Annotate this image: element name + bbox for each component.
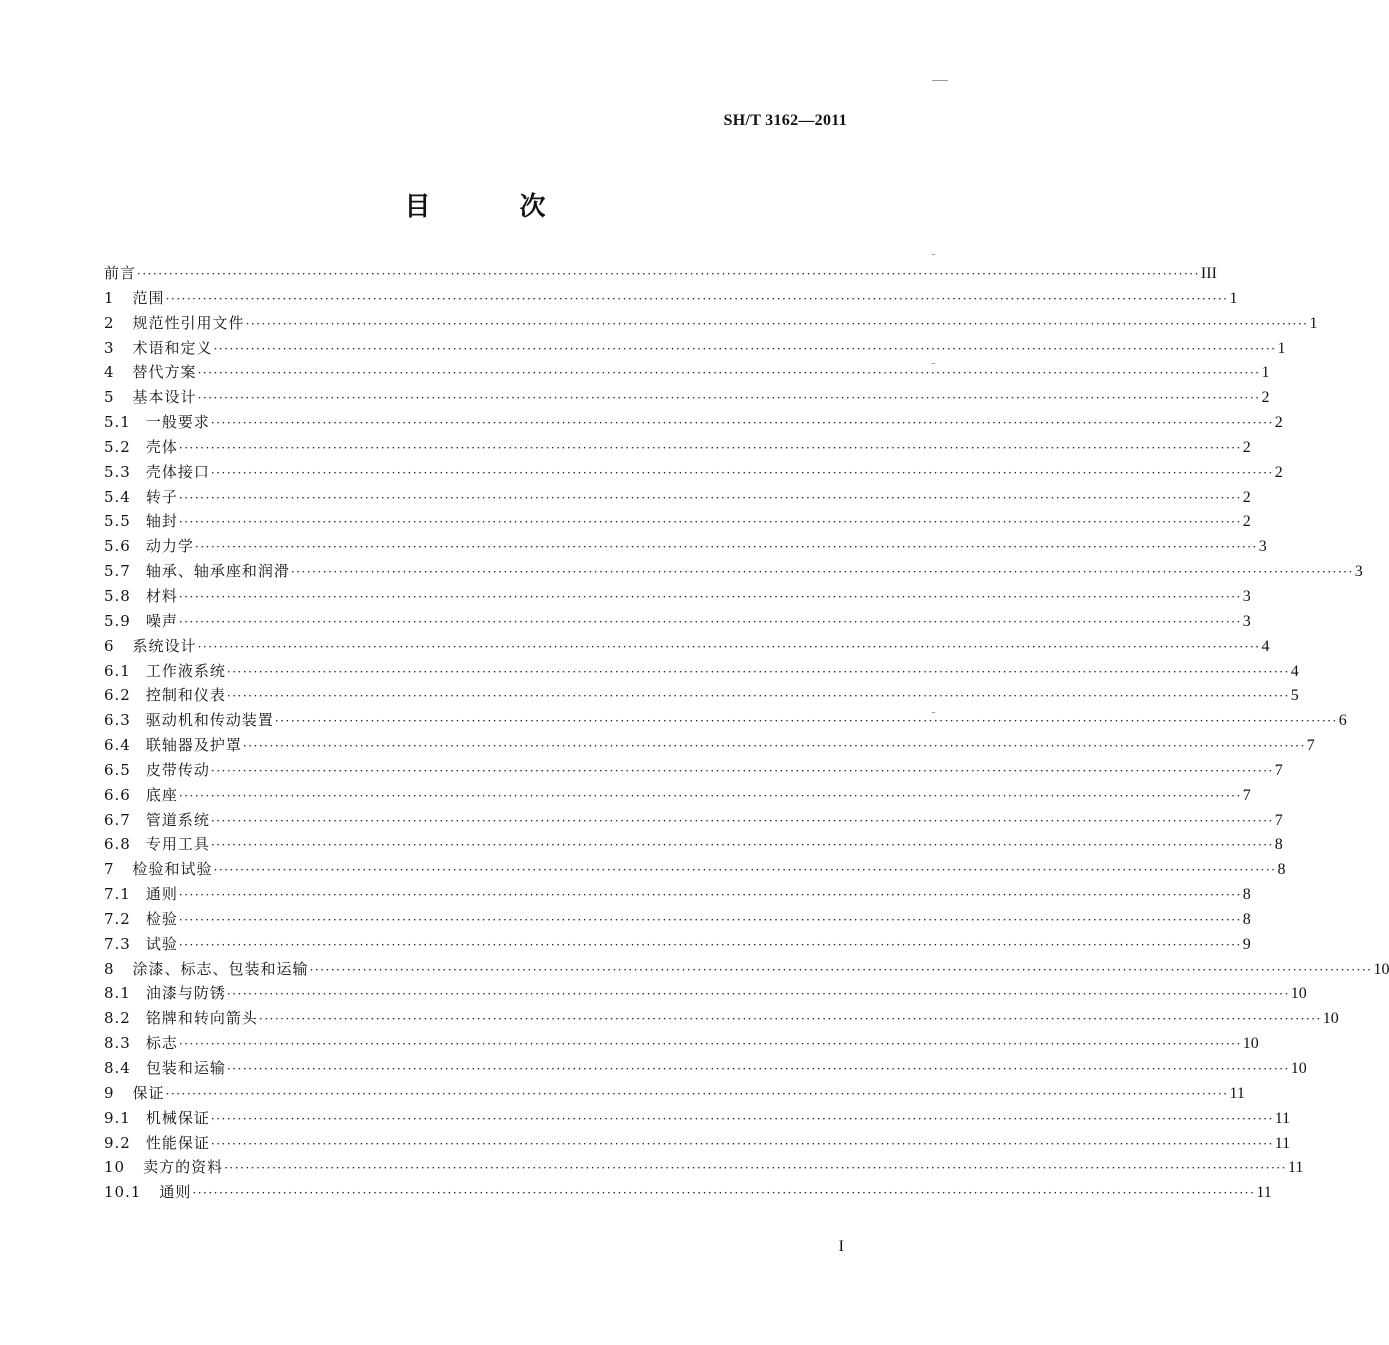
toc-entry[interactable] <box>104 336 1286 361</box>
toc-entry[interactable] <box>104 783 1251 808</box>
dot-leader: ········································································································································································································ <box>178 614 1242 629</box>
toc-entry-page: III <box>1200 265 1217 282</box>
dot-leader: ········································································································································································································ <box>178 912 1242 927</box>
toc-entry-page: 3 <box>1242 587 1251 605</box>
toc-entry-label: 控制和仪表 <box>145 686 226 705</box>
page-title: 目 次 <box>404 192 586 222</box>
toc-entry-number: 2 <box>104 313 115 332</box>
dot-leader: ········································································································································································································ <box>290 565 1354 580</box>
dot-leader: ········································································································································································································ <box>210 416 1274 431</box>
toc-entry-page: 9 <box>1242 935 1251 953</box>
toc-entry-label: 前言 <box>104 264 137 282</box>
toc-entry-page: 10 <box>1290 1060 1307 1077</box>
dot-leader: ········································································································································································································ <box>165 291 1229 306</box>
toc-entry-page: 11 <box>1274 1109 1291 1127</box>
toc-entry[interactable] <box>104 857 1286 882</box>
toc-entry-number: 6.6 <box>104 785 131 804</box>
toc-entry-label: 规范性引用文件 <box>132 313 245 332</box>
dot-leader: ········································································································································································································ <box>137 267 1200 281</box>
toc-entry-label: 通则 <box>159 1183 192 1202</box>
toc-entry[interactable] <box>104 534 1267 559</box>
toc-entry[interactable] <box>104 1131 1291 1156</box>
dot-leader: ········································································································································································································ <box>197 366 1261 381</box>
dot-leader: ········································································································································································································ <box>226 689 1290 704</box>
toc-entry-page: 11 <box>1274 1134 1291 1152</box>
toc-entry[interactable] <box>104 808 1283 833</box>
toc-entry-label: 工作液系统 <box>145 661 226 680</box>
toc-entry-number: 8 <box>104 959 115 978</box>
toc-entry-label: 机械保证 <box>145 1108 210 1127</box>
toc-entry-label: 基本设计 <box>132 388 197 407</box>
toc-entry[interactable] <box>104 733 1315 758</box>
dot-leader: ········································································································································································································ <box>178 490 1242 505</box>
toc-entry[interactable] <box>104 360 1270 385</box>
toc-entry-page: 7 <box>1274 761 1283 779</box>
toc-entry-page: 2 <box>1242 488 1251 506</box>
dot-leader: ········································································································································································································ <box>210 813 1274 828</box>
toc-entry-number: 5.3 <box>104 462 131 481</box>
dot-leader: ········································································································································································································ <box>192 1186 1256 1201</box>
toc-entry-page: 1 <box>1277 339 1286 357</box>
toc-entry-number: 1 <box>104 288 115 307</box>
toc-entry-label: 皮带传动 <box>145 760 210 779</box>
toc-entry-page: 8 <box>1277 861 1286 879</box>
toc-entry[interactable] <box>104 1155 1304 1180</box>
toc-entry-page: 4 <box>1290 662 1299 680</box>
toc-entry-label: 转子 <box>145 487 178 506</box>
toc-entry-number: 5.5 <box>104 512 131 531</box>
toc-entry[interactable] <box>104 659 1299 684</box>
toc-entry[interactable] <box>104 832 1283 857</box>
toc-entry[interactable] <box>104 981 1307 1006</box>
toc-entry-number: 6.3 <box>104 711 131 730</box>
toc-entry-page: 1 <box>1229 289 1238 307</box>
dot-leader: ········································································································································································································ <box>210 465 1274 480</box>
dot-leader: ········································································································································································································ <box>226 664 1290 679</box>
toc-entry-number: 5.6 <box>104 537 131 556</box>
dot-leader: ········································································································································································································ <box>178 515 1242 530</box>
toc-entry[interactable] <box>104 634 1270 659</box>
toc-entry-page: 7 <box>1306 737 1315 755</box>
toc-entry-label: 检验和试验 <box>132 860 213 879</box>
toc-entry-number: 9.1 <box>104 1108 131 1127</box>
toc-entry-label: 涂漆、标志、包装和运输 <box>132 959 309 978</box>
toc-entry[interactable] <box>104 410 1283 435</box>
dot-leader: ········································································································································································································ <box>178 788 1242 803</box>
toc-entry-label: 油漆与防锈 <box>145 984 226 1003</box>
toc-entry-page: 8 <box>1242 886 1251 904</box>
toc-entry[interactable] <box>104 1106 1291 1131</box>
dot-leader: ········································································································································································································ <box>258 1012 1322 1027</box>
toc-entry-page: 7 <box>1242 786 1251 804</box>
toc-entry-label: 试验 <box>145 934 178 953</box>
toc-entry-label: 检验 <box>145 909 178 928</box>
standard-code: SH/T 3162—2011 <box>723 112 847 129</box>
toc-entry[interactable] <box>104 1081 1245 1106</box>
toc-entry[interactable] <box>104 1006 1339 1031</box>
toc-entry[interactable] <box>104 907 1251 932</box>
toc-entry-number: 6.7 <box>104 810 131 829</box>
toc-entry-page: 11 <box>1256 1184 1272 1202</box>
toc-entry-page: 3 <box>1258 538 1267 556</box>
toc-entry-number: 5.1 <box>104 413 131 432</box>
toc-entry-number: 8.2 <box>104 1009 131 1028</box>
dot-leader: ········································································································································································································ <box>197 391 1261 406</box>
dot-leader: ········································································································································································································ <box>165 1086 1229 1101</box>
dot-leader: ········································································································································································································ <box>178 888 1242 903</box>
dot-leader: ········································································································································································································ <box>224 1161 1287 1176</box>
dot-leader: ········································································································································································································ <box>178 440 1242 455</box>
toc-entry-page: 2 <box>1242 438 1251 456</box>
toc-entry-label: 驱动机和传动装置 <box>145 711 274 730</box>
toc-entry-number: 8.3 <box>104 1034 131 1053</box>
toc-entry-number: 7 <box>104 860 115 879</box>
dot-leader: ········································································································································································································ <box>213 341 1277 356</box>
toc-entry-label: 管道系统 <box>145 810 210 829</box>
toc-entry-number: 4 <box>104 363 115 382</box>
toc-entry[interactable] <box>104 758 1283 783</box>
toc-entry-page: 2 <box>1261 389 1270 407</box>
toc-entry-number: 10.1 <box>104 1183 142 1202</box>
toc-entry[interactable] <box>104 882 1251 907</box>
toc-entry-page: 1 <box>1309 314 1318 332</box>
toc-entry-number: 3 <box>104 338 115 357</box>
toc-entry-label: 壳体 <box>145 437 178 456</box>
dot-leader: ········································································································································································································ <box>213 863 1277 878</box>
toc-entry-label: 铭牌和转向箭头 <box>145 1009 258 1028</box>
toc-entry-page: 3 <box>1242 612 1251 630</box>
toc-entry-number: 5.7 <box>104 562 131 581</box>
toc-entry-label: 动力学 <box>145 537 194 556</box>
toc-entry-number: 7.2 <box>104 909 131 928</box>
toc-entry[interactable] <box>104 1031 1259 1056</box>
toc-entry-page: 10 <box>1322 1010 1339 1028</box>
toc-entry[interactable] <box>104 509 1251 534</box>
toc-entry-label: 一般要求 <box>145 413 210 432</box>
dot-leader: ········································································································································································································ <box>178 1037 1242 1052</box>
toc-entry[interactable] <box>104 1180 1272 1205</box>
toc-entry[interactable] <box>104 485 1251 510</box>
toc-entry-page: 10 <box>1242 1035 1259 1053</box>
toc-entry-number: 7.1 <box>104 885 131 904</box>
toc-entry-page: 11 <box>1229 1084 1245 1102</box>
table-of-contents <box>104 261 1389 1205</box>
toc-entry-number: 5.9 <box>104 611 131 630</box>
toc-entry-number: 6 <box>104 636 115 655</box>
scan-edge-mark <box>932 363 935 364</box>
toc-entry-label: 性能保证 <box>145 1133 210 1152</box>
toc-entry[interactable] <box>104 1056 1307 1081</box>
dot-leader: ········································································································································································································ <box>210 838 1274 853</box>
page-number: I <box>838 1238 844 1255</box>
toc-entry-number: 6.1 <box>104 661 131 680</box>
toc-entry-number: 10 <box>104 1158 126 1177</box>
toc-entry[interactable] <box>104 683 1299 708</box>
toc-entry-label: 保证 <box>132 1083 165 1102</box>
toc-entry-page: 5 <box>1290 687 1299 705</box>
toc-entry-label: 轴承、轴承座和润滑 <box>145 562 290 581</box>
toc-entry-label: 系统设计 <box>132 636 197 655</box>
scan-edge-mark <box>932 80 948 81</box>
toc-entry-page: 3 <box>1354 563 1363 581</box>
toc-entry-label: 术语和定义 <box>132 338 213 357</box>
toc-entry[interactable] <box>104 584 1251 609</box>
toc-entry[interactable] <box>104 609 1251 634</box>
toc-entry-number: 5.2 <box>104 437 131 456</box>
toc-entry-page: 7 <box>1274 811 1283 829</box>
toc-entry-label: 材料 <box>145 586 178 605</box>
toc-entry-page: 10 <box>1373 960 1389 978</box>
dot-leader: ········································································································································································································ <box>194 540 1258 555</box>
toc-entry-page: 2 <box>1274 463 1283 481</box>
toc-entry-label: 壳体接口 <box>145 462 210 481</box>
toc-entry-label: 专用工具 <box>145 835 210 854</box>
toc-entry-label: 范围 <box>132 288 165 307</box>
toc-entry[interactable] <box>104 708 1347 733</box>
toc-entry[interactable] <box>104 286 1238 311</box>
toc-entry-number: 9 <box>104 1083 115 1102</box>
toc-entry-page: 10 <box>1290 985 1307 1003</box>
toc-entry[interactable] <box>104 460 1283 485</box>
toc-entry-label: 底座 <box>145 785 178 804</box>
toc-entry[interactable] <box>104 932 1251 957</box>
toc-entry[interactable] <box>104 957 1389 982</box>
toc-entry-number: 5 <box>104 388 115 407</box>
toc-entry-page: 2 <box>1242 513 1251 531</box>
toc-entry-page: 6 <box>1338 712 1347 730</box>
dot-leader: ········································································································································································································ <box>242 739 1306 754</box>
dot-leader: ········································································································································································································ <box>226 987 1290 1002</box>
toc-entry-label: 卖方的资料 <box>143 1158 224 1177</box>
toc-entry-page: 8 <box>1242 910 1251 928</box>
dot-leader: ········································································································································································································ <box>210 1136 1274 1151</box>
toc-entry[interactable] <box>104 385 1270 410</box>
toc-entry[interactable] <box>104 435 1251 460</box>
dot-leader: ········································································································································································································ <box>226 1062 1290 1076</box>
toc-entry[interactable] <box>104 559 1363 584</box>
toc-entry-page: 8 <box>1274 836 1283 854</box>
toc-entry-number: 6.8 <box>104 835 131 854</box>
toc-entry-page: 4 <box>1261 637 1270 655</box>
toc-entry-page: 1 <box>1261 364 1270 382</box>
toc-entry-number: 7.3 <box>104 934 131 953</box>
dot-leader: ········································································································································································································ <box>178 589 1242 604</box>
toc-entry-number: 5.8 <box>104 586 131 605</box>
scan-edge-mark <box>932 712 935 713</box>
toc-entry-label: 通则 <box>145 885 178 904</box>
toc-entry-label: 噪声 <box>145 611 178 630</box>
toc-entry-label: 包装和运输 <box>145 1059 226 1077</box>
toc-entry[interactable] <box>104 261 1217 286</box>
dot-leader: ········································································································································································································ <box>309 962 1373 977</box>
toc-entry-number: 6.5 <box>104 760 131 779</box>
toc-entry-label: 轴封 <box>145 512 178 531</box>
dot-leader: ········································································································································································································ <box>245 316 1309 331</box>
toc-entry[interactable] <box>104 311 1318 336</box>
toc-entry-number: 6.2 <box>104 686 131 705</box>
toc-entry-number: 8.4 <box>104 1059 131 1077</box>
toc-entry-page: 2 <box>1274 414 1283 432</box>
dot-leader: ········································································································································································································ <box>210 763 1274 778</box>
toc-entry-page: 11 <box>1288 1159 1304 1177</box>
toc-entry-number: 8.1 <box>104 984 131 1003</box>
toc-entry-label: 联轴器及护罩 <box>145 736 242 755</box>
dot-leader: ········································································································································································································ <box>178 937 1242 952</box>
toc-entry-number: 5.4 <box>104 487 131 506</box>
scan-edge-mark <box>932 254 935 255</box>
toc-entry-label: 标志 <box>145 1034 178 1053</box>
toc-entry-number: 6.4 <box>104 736 131 755</box>
dot-leader: ········································································································································································································ <box>210 1111 1274 1126</box>
toc-entry-number: 9.2 <box>104 1133 131 1152</box>
dot-leader: ········································································································································································································ <box>274 714 1338 729</box>
toc-entry-label: 替代方案 <box>132 363 197 382</box>
dot-leader: ········································································································································································································ <box>197 639 1261 654</box>
